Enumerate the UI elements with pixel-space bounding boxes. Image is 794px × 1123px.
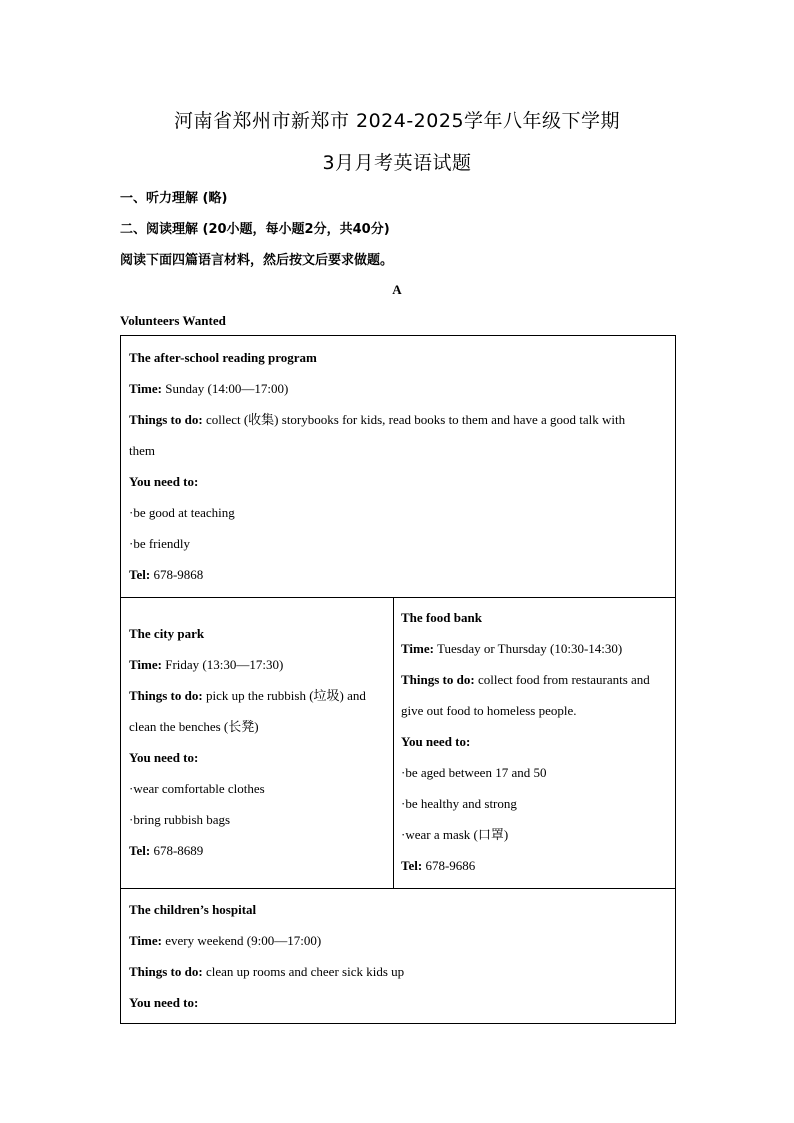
things-label: Things to do: <box>129 412 203 427</box>
things-label: Things to do: <box>401 672 475 687</box>
things-label: Things to do: <box>129 964 203 979</box>
volunteer-table <box>120 335 676 1024</box>
time-label: Time: <box>129 657 162 672</box>
food-need-2: ·be healthy and strong <box>401 796 517 811</box>
reading-things-1: collect (收集) storybooks for kids, read books to them and have a good talk with <box>205 412 626 427</box>
section-listening: 一、听力理解 (略) <box>120 191 228 206</box>
park-tel: 678-8689 <box>153 843 204 858</box>
park-time-row <box>129 649 393 680</box>
food-things-row <box>401 664 675 695</box>
hospital-things-row <box>129 956 675 987</box>
reading-time-row <box>129 373 675 404</box>
hospital-things: clean up rooms and cheer sick kids up <box>205 964 405 979</box>
things-label: Things to do: <box>129 688 203 703</box>
cell-city-park <box>121 618 393 866</box>
reading-need-1: ·be good at teaching <box>129 505 235 520</box>
cell-childrens-hospital <box>121 894 675 1018</box>
food-tel: 678-9686 <box>425 858 476 873</box>
row-divider-2 <box>121 888 675 889</box>
section-reading: 二、阅读理解 (20小题，每小题2分，共40分) <box>120 222 390 237</box>
park-things-1: pick up the rubbish (垃圾) and <box>205 688 366 703</box>
food-need-1: ·be aged between 17 and 50 <box>401 765 547 780</box>
park-things-2: clean the benches (长凳) <box>129 719 259 734</box>
part-label: A <box>392 282 402 297</box>
doc-title-line2: 3月月考英语试题 <box>322 152 472 174</box>
time-label: Time: <box>401 641 434 656</box>
passage-heading: Volunteers Wanted <box>120 313 226 328</box>
food-things-1: collect food from restaurants and <box>477 672 650 687</box>
hospital-need-label: You need to: <box>129 995 199 1010</box>
park-time: Friday (13:30—17:30) <box>165 657 284 672</box>
time-label: Time: <box>129 381 162 396</box>
row-divider-1 <box>121 597 675 598</box>
park-things-row <box>129 680 393 711</box>
cell-food-bank <box>393 602 675 881</box>
reading-time: Sunday (14:00—17:00) <box>165 381 289 396</box>
reading-tel: 678-9868 <box>153 567 204 582</box>
reading-name: The after-school reading program <box>129 350 317 365</box>
reading-things-row <box>129 404 675 435</box>
hospital-time-row <box>129 925 675 956</box>
reading-need-label: You need to: <box>129 474 199 489</box>
reading-things-2: them <box>129 443 155 458</box>
hospital-time: every weekend (9:00—17:00) <box>165 933 322 948</box>
doc-title-line1: 河南省郑州市新郑市 2024-2025学年八年级下学期 <box>173 110 621 132</box>
park-need-1: ·wear comfortable clothes <box>129 781 265 796</box>
park-name: The city park <box>129 626 205 641</box>
tel-label: Tel: <box>401 858 423 873</box>
food-need-label: You need to: <box>401 734 471 749</box>
time-label: Time: <box>129 933 162 948</box>
hospital-name: The children’s hospital <box>129 902 257 917</box>
tel-label: Tel: <box>129 567 151 582</box>
tel-label: Tel: <box>129 843 151 858</box>
park-need-2: ·bring rubbish bags <box>129 812 231 827</box>
reading-need-2: ·be friendly <box>129 536 191 551</box>
reading-tel-row <box>129 559 675 590</box>
food-tel-row <box>401 850 675 881</box>
food-name: The food bank <box>401 610 482 625</box>
food-things-2: give out food to homeless people. <box>401 703 577 718</box>
park-need-label: You need to: <box>129 750 199 765</box>
cell-reading-program <box>121 342 675 590</box>
food-time: Tuesday or Thursday (10:30-14:30) <box>437 641 623 656</box>
food-time-row <box>401 633 675 664</box>
reading-instruction: 阅读下面四篇语言材料，然后按文后要求做题。 <box>120 253 394 268</box>
food-need-3: ·wear a mask (口罩) <box>401 827 509 842</box>
park-tel-row <box>129 835 393 866</box>
